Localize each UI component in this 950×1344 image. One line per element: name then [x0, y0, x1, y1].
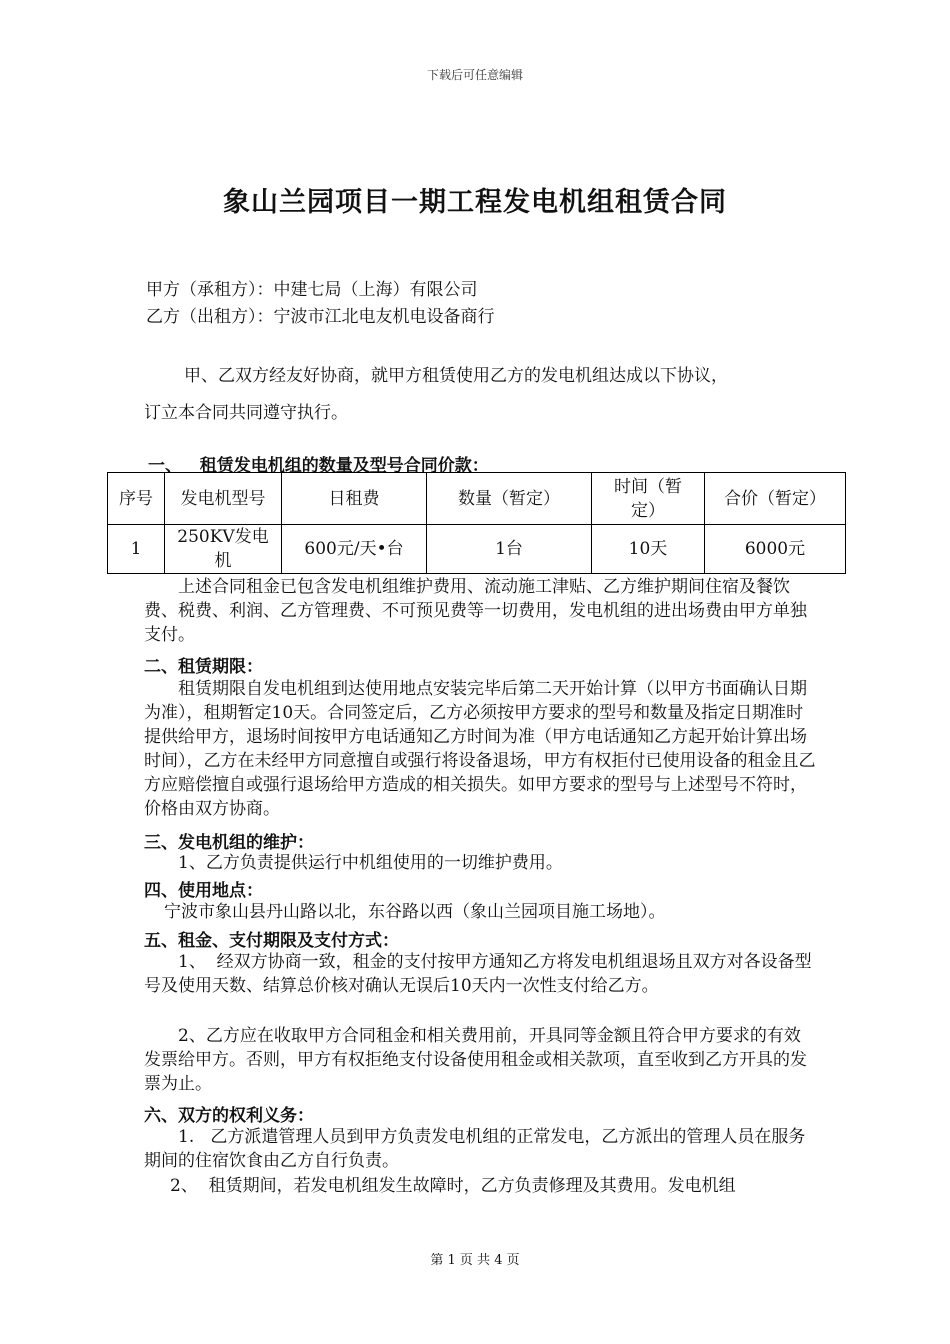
- table-cell: 250KV发电机: [165, 525, 282, 574]
- table-header-cell: 数量（暂定）: [427, 473, 592, 525]
- table-header-cell: 合价（暂定）: [705, 473, 846, 525]
- section-6-heading: 六、双方的权利义务：: [144, 1106, 314, 1126]
- section-5-item-1: 1、 经双方协商一致，租金的支付按甲方通知乙方将发电机组退场且双方对各设备型号及使用天数、结算总价核对确认无误后10天内一次性支付给乙方。: [144, 952, 812, 996]
- table-cell: 1: [108, 525, 165, 574]
- section-1-heading: 一、 租赁发电机组的数量及型号合同价款：: [148, 456, 489, 476]
- table-cell: 1台: [427, 525, 592, 574]
- header-note: 下载后可任意编辑: [426, 68, 523, 82]
- table-cell: 10天: [592, 525, 705, 574]
- section-1-note: 上述合同租金已包含发电机组维护费用、流动施工津贴、乙方维护期间住宿及餐饮费、税费、利润、乙方管理费、不可预见费等一切费用，发电机组的进出场费由甲方单独支付。: [144, 577, 807, 645]
- section-2-text: 租赁期限自发电机组到达使用地点安装完毕后第二天开始计算（以甲方书面确认日期为准），租期暂定10天。合同签定后，乙方必须按甲方要求的型号和数量及指定日期准时提供给甲方，退场时间按甲方电话通知乙方时间为准（甲方电话通知乙方起开始计算出场时间），乙方在未经甲方同意擅自或强行将设备退场，甲方有权拒付已使用设备的租金且乙方应赔偿擅自或强行退场给甲方造成的相关损失。如甲方要求的型号与上述型号不符时，价格由双方协商。: [144, 679, 816, 819]
- section-4-heading: 四、使用地点：: [144, 881, 263, 901]
- table-cell: 600元/天•台: [282, 525, 427, 574]
- intro-line-1: 甲、乙双方经友好协商，就甲方租赁使用乙方的发电机组达成以下协议，: [184, 366, 728, 386]
- table-cell: 6000元: [705, 525, 846, 574]
- table-header-cell: 日租费: [282, 473, 427, 525]
- party-a-line: 甲方（承租方）：中建七局（上海）有限公司: [146, 280, 478, 300]
- table-header-cell: 时间（暂定）: [592, 473, 705, 525]
- table-header-cell: 序号: [108, 473, 165, 525]
- document-title: 象山兰园项目一期工程发电机组租赁合同: [223, 187, 727, 218]
- section-6-item-2: 2、 租赁期间，若发电机组发生故障时，乙方负责修理及其费用。发电机组: [170, 1176, 736, 1196]
- section-3-heading: 三、发电机组的维护：: [144, 833, 314, 853]
- table-header-row: [108, 473, 846, 525]
- section-4-text: 宁波市象山县丹山路以北，东谷路以西（象山兰园项目施工场地）。: [164, 902, 666, 922]
- section-6-item-1: 1. 乙方派遣管理人员到甲方负责发电机组的正常发电，乙方派出的管理人员在服务期间的住宿饮食由乙方自行负责。: [144, 1127, 806, 1171]
- section-3-text: 1、乙方负责提供运行中机组使用的一切维护费用。: [178, 853, 563, 873]
- table-header-cell: 发电机型号: [165, 473, 282, 525]
- section-2-heading: 二、租赁期限：: [144, 657, 263, 677]
- table-row: [108, 525, 846, 574]
- intro-line-2: 订立本合同共同遵守执行。: [144, 403, 348, 423]
- rental-table: [107, 472, 846, 574]
- party-b-line: 乙方（出租方）：宁波市江北电友机电设备商行: [146, 307, 495, 327]
- page-footer: 第 1 页 共 4 页: [430, 1253, 520, 1268]
- section-5-heading: 五、租金、支付期限及支付方式：: [144, 931, 399, 951]
- section-5-item-2: 2、乙方应在收取甲方合同租金和相关费用前，开具同等金额且符合甲方要求的有效发票给甲方。否则，甲方有权拒绝支付设备使用租金或相关款项，直至收到乙方开具的发票为止。: [144, 1026, 807, 1094]
